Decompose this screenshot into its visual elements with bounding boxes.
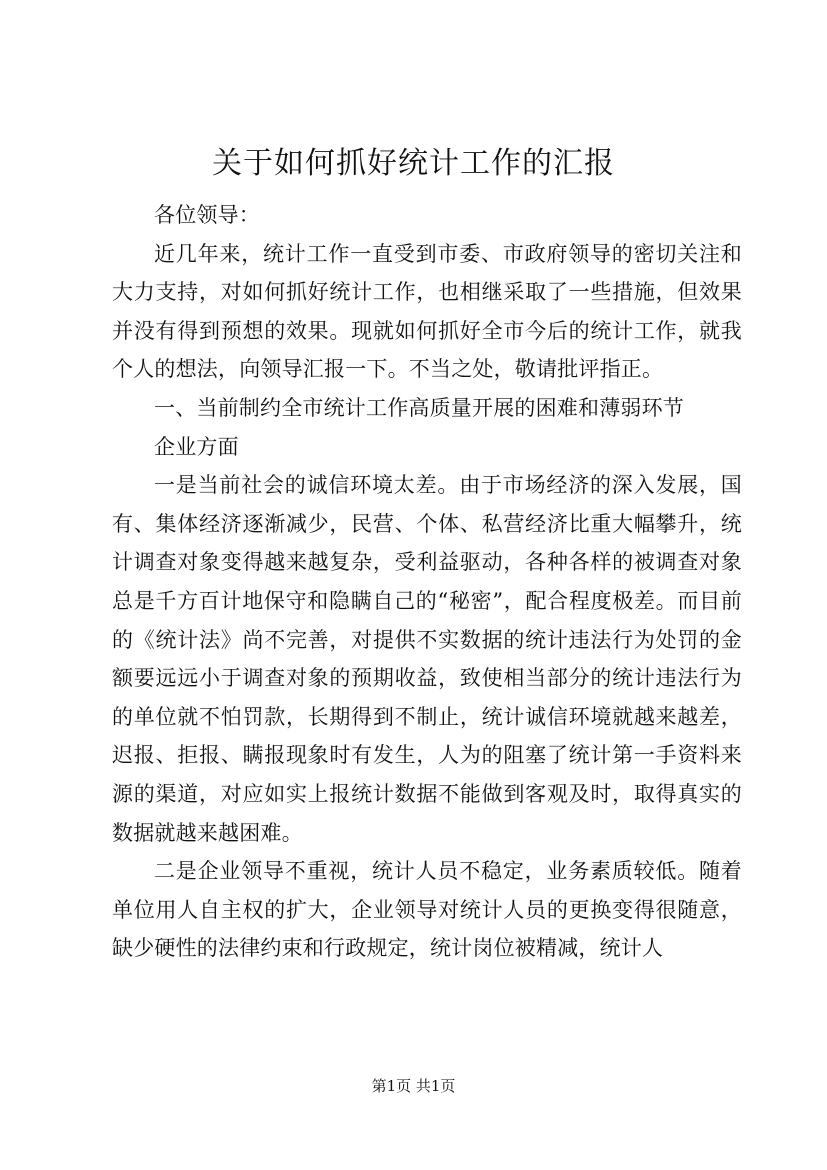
paragraph-point-two: 二是企业领导不重视，统计人员不稳定，业务素质较低。随着单位用人自主权的扩大，企业领导对统计人员的更换变得很随意，缺少硬性的法律约束和行政规定，统计岗位被精减，统计人: [112, 859, 742, 961]
intro-paragraph: 近几年来，统计工作一直受到市委、市政府领导的密切关注和大力支持，对如何抓好统计工作，也相继采取了一些措施，但效果并没有得到预想的效果。现就如何抓好全市今后的统计工作，就我个人的想法，向领导汇报一下。不当之处，敬请批评指正。: [112, 241, 742, 382]
page-footer: 第1页 共1页: [371, 1077, 456, 1095]
document-title: 关于如何抓好统计工作的汇报: [212, 146, 615, 181]
paragraph-point-one: 一是当前社会的诚信环境太差。由于市场经济的深入发展，国有、集体经济逐渐减少，民营、个体、私营经济比重大幅攀升，统计调查对象变得越来越复杂，受利益驱动，各种各样的被调查对象总是千方百计地保守和隐瞒自己的“秘密”，配合程度极差。而目前的《统计法》尚不完善，对提供不实数据的统计违法行为处罚的金额要远远小于调查对象的预期收益，致使相当部分的统计违法行为的单位就不怕罚款，长期得到不制止，统计诚信环境就越来越差，迟报、拒报、瞒报现象时有发生，人为的阻塞了统计第一手资料来源的渠道，对应如实上报统计数据不能做到客观及时，取得真实的数据就越来越困难。: [112, 473, 742, 845]
document-body: [112, 196, 742, 968]
section-heading: 一、当前制约全市统计工作高质量开展的困难和薄弱环节: [154, 395, 684, 420]
greeting: 各位领导：: [154, 203, 260, 227]
subheading: 企业方面: [154, 434, 239, 459]
